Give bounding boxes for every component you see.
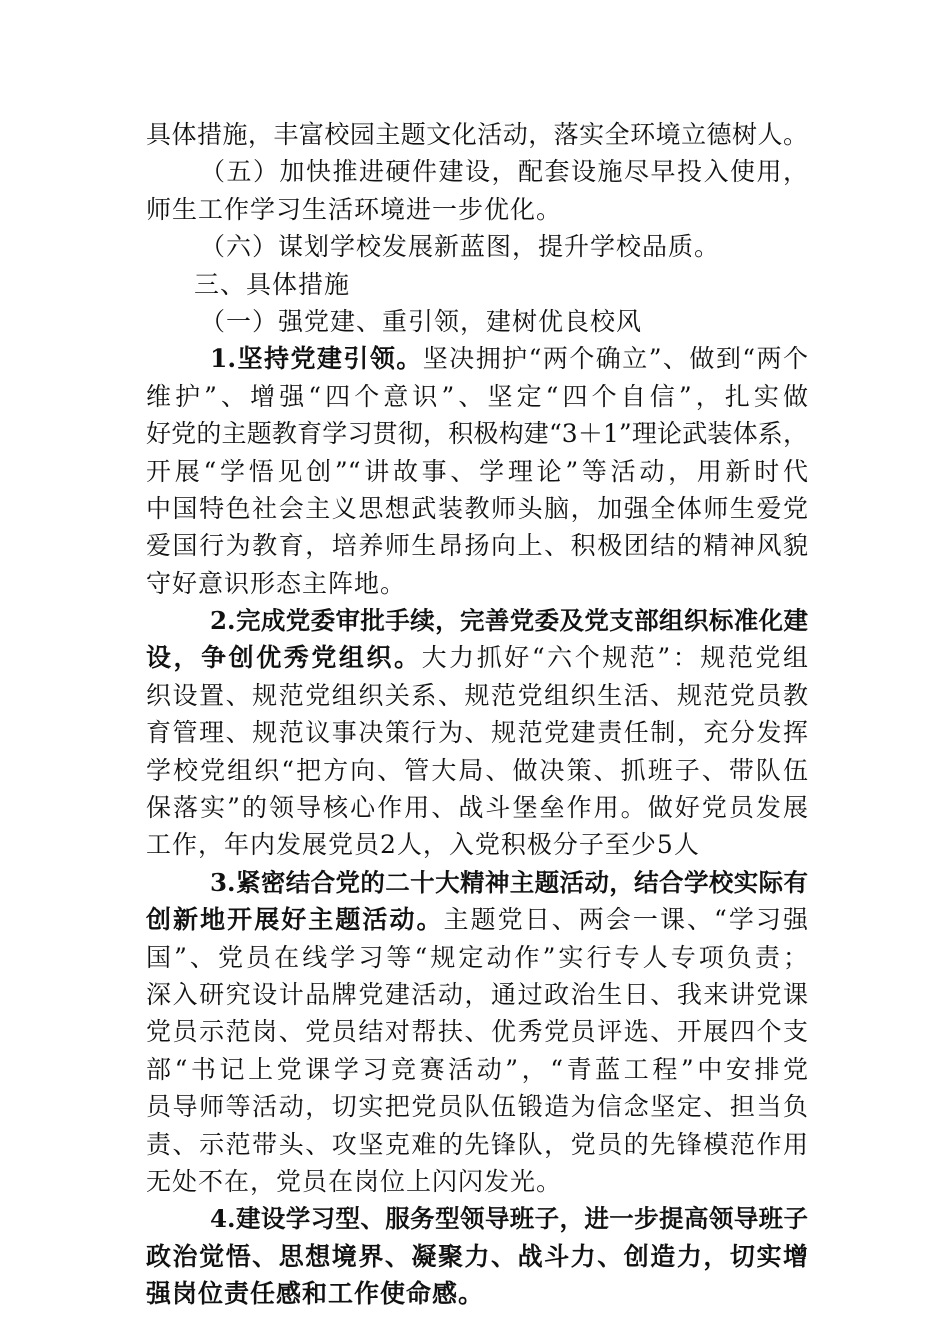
text-run: 坚决拥护“两个确立”、做到“两个 [422,344,809,374]
text-run: （五）加快推进硬件建设，配套设施尽早投入使用， [200,157,808,187]
section-heading [146,266,808,303]
subsection-heading [146,303,808,340]
text-run: 织设置、规范党组织关系、规范党组织生活、规范党员教 [146,680,808,710]
text-line [146,1088,808,1125]
text-line [146,191,808,228]
bold-run: 4.建设学习型、服务型领导班子，进一步提高领导班子 [210,1204,808,1234]
text-run: 守好意识形态主阵地。 [146,568,407,598]
bold-run: 3.紧密结合党的二十大精神主题活动，结合学校实际有 [210,867,808,897]
text-line [146,789,808,826]
text-run: 开展“学悟见创”“讲故事、学理论”等活动，用新时代 [146,456,808,486]
text-run: 育管理、规范议事决策行为、规范党建责任制，充分发挥 [146,718,808,748]
text-line [146,901,808,938]
bold-run: 1.坚持党建引领。 [210,344,423,374]
text-run: 学校党组织“把方向、管大局、做决策、抓班子、带队伍 [146,755,808,785]
bold-run: 2.完成党委审批手续，完善党委及党支部组织标准化建 [210,606,808,636]
text-line [146,228,808,265]
text-line [146,1126,808,1163]
text-run: 具体措施，丰富校园主题文化活动，落实全环境立德树人。 [146,120,808,149]
text-run: 深入研究设计品牌党建活动，通过政治生日、我来讲党课 [146,979,808,1009]
text-line [146,1013,808,1050]
text-line [146,976,808,1013]
text-run: （一）强党建、重引领，建树优良校风 [200,306,643,336]
text-run: 好党的主题教育学习贯彻，积极构建“3＋1”理论武装体系， [146,419,808,449]
text-run: 维护”、增强“四个意识”、坚定“四个自信”，扎实做 [146,381,808,411]
text-line [146,378,808,415]
text-run: （六）谋划学校发展新蓝图，提升学校品质。 [200,232,721,262]
text-line [146,1275,808,1312]
text-line [146,939,808,976]
text-run: 师生工作学习生活环境进一步优化。 [146,194,563,224]
text-line [146,602,808,639]
text-line [146,826,808,863]
text-line [146,864,808,901]
text-line [146,1238,808,1275]
text-run: 爱国行为教育，培养师生昂扬向上、积极团结的精神风貌 [146,531,808,561]
text-line [146,490,808,527]
text-line [146,453,808,490]
text-line [146,1051,808,1088]
document-body [146,116,808,1313]
text-run: 工作，年内发展党员2人，入党积极分子至少5人 [146,830,700,860]
text-run: 员导师等活动，切实把党员队伍锻造为信念坚定、担当负 [146,1092,808,1122]
bold-run: 设，争创优秀党组织。 [146,643,422,673]
text-line [146,527,808,564]
text-line [146,1200,808,1237]
text-line [146,639,808,676]
text-run: 主题党日、两会一课、“学习强 [443,905,808,935]
text-run: 责、示范带头、攻坚克难的先锋队，党员的先锋模范作用 [146,1129,808,1159]
text-run: 大力抓好“六个规范”：规范党组 [421,643,808,673]
text-run: 三、具体措施 [194,269,351,299]
text-line [146,415,808,452]
text-line [146,752,808,789]
text-line [146,340,808,377]
text-run: 保落实”的领导核心作用、战斗堡垒作用。做好党员发展 [146,793,808,823]
bold-run: 创新地开展好主题活动。 [146,905,444,935]
text-run: 国”、党员在线学习等“规定动作”实行专人专项负责； [146,942,808,972]
bold-run: 政治觉悟、思想境界、凝聚力、战斗力、创造力，切实增 [146,1241,808,1271]
text-run: 部“书记上党课学习竞赛活动”，“青蓝工程”中安排党 [146,1054,808,1084]
text-line [146,116,808,153]
text-run: 中国特色社会主义思想武装教师头脑，加强全体师生爱党 [146,493,808,523]
text-run: 党员示范岗、党员结对帮扶、优秀党员评选、开展四个支 [146,1017,808,1047]
text-line [146,714,808,751]
text-line [146,1163,808,1200]
bold-run: 强岗位责任感和工作使命感。 [146,1279,485,1309]
text-line [146,153,808,190]
text-line [146,565,808,602]
text-line [146,677,808,714]
text-run: 无处不在，党员在岗位上闪闪发光。 [146,1166,563,1196]
